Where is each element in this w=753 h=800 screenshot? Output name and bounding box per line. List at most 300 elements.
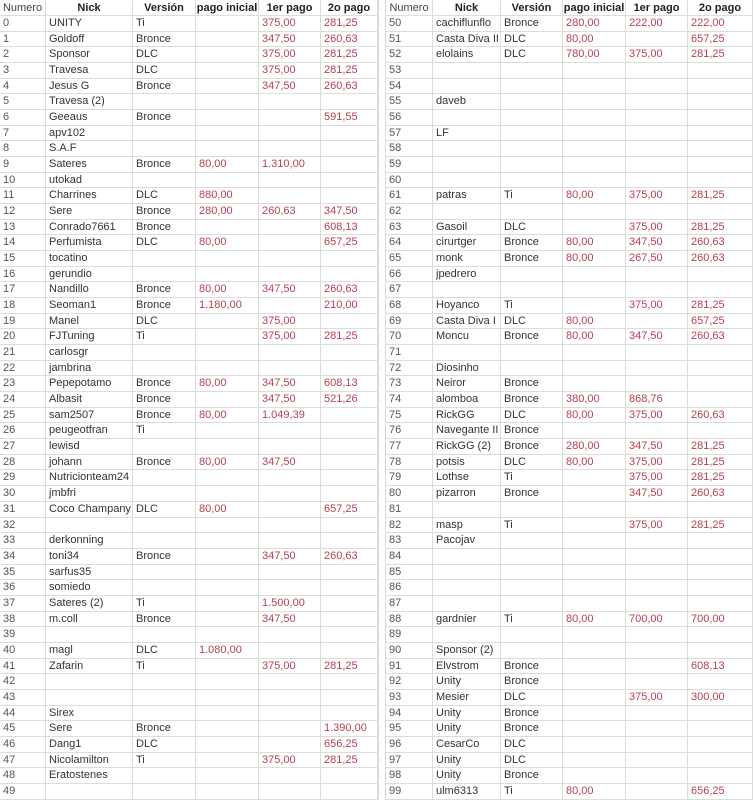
- cell-pago-inicial[interactable]: 80,00: [196, 376, 259, 392]
- cell-1er-pago[interactable]: [259, 486, 321, 502]
- cell-2o-pago[interactable]: 260,63: [321, 32, 378, 48]
- cell-pago-inicial[interactable]: [563, 596, 626, 612]
- cell-version[interactable]: DLC: [501, 47, 563, 63]
- cell-version[interactable]: Ti: [501, 784, 563, 800]
- cell-1er-pago[interactable]: 375,00: [259, 329, 321, 345]
- cell-version[interactable]: [501, 63, 563, 79]
- cell-2o-pago[interactable]: [688, 94, 753, 110]
- cell-pago-inicial[interactable]: 280,00: [196, 204, 259, 220]
- cell-2o-pago[interactable]: [321, 141, 378, 157]
- cell-nick[interactable]: [433, 204, 501, 220]
- cell-pago-inicial[interactable]: [196, 737, 259, 753]
- cell-nick[interactable]: Gasoil: [433, 220, 501, 236]
- cell-nick[interactable]: Goldoff: [46, 32, 133, 48]
- cell-pago-inicial[interactable]: [563, 376, 626, 392]
- cell-pago-inicial[interactable]: [196, 768, 259, 784]
- cell-version[interactable]: [501, 533, 563, 549]
- cell-2o-pago[interactable]: [688, 376, 753, 392]
- cell-nick[interactable]: Nandillo: [46, 282, 133, 298]
- cell-1er-pago[interactable]: 347,50: [259, 282, 321, 298]
- cell-nick[interactable]: derkonning: [46, 533, 133, 549]
- cell-1er-pago[interactable]: [626, 674, 688, 690]
- cell-pago-inicial[interactable]: [196, 94, 259, 110]
- cell-numero[interactable]: 63: [386, 220, 433, 236]
- cell-nick[interactable]: [433, 565, 501, 581]
- cell-1er-pago[interactable]: 347,50: [259, 392, 321, 408]
- cell-1er-pago[interactable]: [259, 627, 321, 643]
- cell-pago-inicial[interactable]: 80,00: [196, 455, 259, 471]
- cell-version[interactable]: Bronce: [133, 408, 196, 424]
- cell-nick[interactable]: [46, 518, 133, 534]
- cell-numero[interactable]: 68: [386, 298, 433, 314]
- cell-version[interactable]: [501, 502, 563, 518]
- cell-numero[interactable]: 93: [386, 690, 433, 706]
- cell-2o-pago[interactable]: [321, 126, 378, 142]
- cell-version[interactable]: [501, 643, 563, 659]
- cell-2o-pago[interactable]: 260,63: [688, 329, 753, 345]
- cell-pago-inicial[interactable]: [196, 173, 259, 189]
- cell-2o-pago[interactable]: 281,25: [688, 470, 753, 486]
- cell-1er-pago[interactable]: 1.500,00: [259, 596, 321, 612]
- cell-nick[interactable]: lewisd: [46, 439, 133, 455]
- cell-nick[interactable]: Charrines: [46, 188, 133, 204]
- cell-version[interactable]: DLC: [501, 690, 563, 706]
- cell-1er-pago[interactable]: [626, 659, 688, 675]
- cell-pago-inicial[interactable]: [563, 549, 626, 565]
- cell-nick[interactable]: monk: [433, 251, 501, 267]
- cell-2o-pago[interactable]: [321, 627, 378, 643]
- cell-1er-pago[interactable]: [259, 565, 321, 581]
- cell-1er-pago[interactable]: [626, 768, 688, 784]
- cell-nick[interactable]: Diosinho: [433, 361, 501, 377]
- cell-1er-pago[interactable]: [259, 706, 321, 722]
- cell-1er-pago[interactable]: [626, 502, 688, 518]
- cell-numero[interactable]: 75: [386, 408, 433, 424]
- cell-2o-pago[interactable]: [321, 251, 378, 267]
- cell-nick[interactable]: Dang1: [46, 737, 133, 753]
- cell-nick[interactable]: Unity: [433, 674, 501, 690]
- cell-version[interactable]: Bronce: [133, 392, 196, 408]
- cell-numero[interactable]: 92: [386, 674, 433, 690]
- cell-pago-inicial[interactable]: [196, 267, 259, 283]
- cell-pago-inicial[interactable]: [563, 141, 626, 157]
- cell-2o-pago[interactable]: [688, 706, 753, 722]
- cell-version[interactable]: Bronce: [501, 674, 563, 690]
- cell-2o-pago[interactable]: [688, 674, 753, 690]
- cell-numero[interactable]: 34: [0, 549, 46, 565]
- cell-numero[interactable]: 16: [0, 267, 46, 283]
- cell-version[interactable]: [133, 173, 196, 189]
- cell-1er-pago[interactable]: 375,00: [626, 470, 688, 486]
- cell-1er-pago[interactable]: [626, 565, 688, 581]
- cell-numero[interactable]: 44: [0, 706, 46, 722]
- cell-numero[interactable]: 0: [0, 16, 46, 32]
- cell-pago-inicial[interactable]: 880,00: [196, 188, 259, 204]
- cell-pago-inicial[interactable]: [196, 361, 259, 377]
- cell-numero[interactable]: 71: [386, 345, 433, 361]
- cell-1er-pago[interactable]: 375,00: [626, 518, 688, 534]
- cell-version[interactable]: Bronce: [133, 282, 196, 298]
- cell-pago-inicial[interactable]: 1.180,00: [196, 298, 259, 314]
- cell-2o-pago[interactable]: 656,25: [688, 784, 753, 800]
- cell-version[interactable]: [501, 79, 563, 95]
- cell-1er-pago[interactable]: [626, 141, 688, 157]
- cell-1er-pago[interactable]: [626, 157, 688, 173]
- cell-numero[interactable]: 23: [0, 376, 46, 392]
- cell-pago-inicial[interactable]: 80,00: [563, 784, 626, 800]
- cell-numero[interactable]: 78: [386, 455, 433, 471]
- cell-version[interactable]: [501, 627, 563, 643]
- cell-pago-inicial[interactable]: [563, 63, 626, 79]
- cell-numero[interactable]: 56: [386, 110, 433, 126]
- cell-version[interactable]: Bronce: [501, 768, 563, 784]
- cell-nick[interactable]: Nutricionteam24: [46, 470, 133, 486]
- cell-2o-pago[interactable]: 657,25: [688, 314, 753, 330]
- cell-2o-pago[interactable]: [688, 282, 753, 298]
- cell-nick[interactable]: tocatino: [46, 251, 133, 267]
- cell-nick[interactable]: elolains: [433, 47, 501, 63]
- cell-nick[interactable]: toni34: [46, 549, 133, 565]
- cell-nick[interactable]: Jesus G: [46, 79, 133, 95]
- cell-nick[interactable]: gerundio: [46, 267, 133, 283]
- cell-numero[interactable]: 24: [0, 392, 46, 408]
- cell-2o-pago[interactable]: [688, 737, 753, 753]
- cell-numero[interactable]: 25: [0, 408, 46, 424]
- cell-version[interactable]: [133, 674, 196, 690]
- cell-1er-pago[interactable]: [626, 314, 688, 330]
- cell-1er-pago[interactable]: [259, 141, 321, 157]
- cell-version[interactable]: Bronce: [501, 423, 563, 439]
- cell-2o-pago[interactable]: [321, 439, 378, 455]
- cell-2o-pago[interactable]: [321, 94, 378, 110]
- cell-2o-pago[interactable]: [688, 157, 753, 173]
- cell-2o-pago[interactable]: [321, 533, 378, 549]
- cell-2o-pago[interactable]: [688, 580, 753, 596]
- cell-2o-pago[interactable]: 608,13: [321, 220, 378, 236]
- cell-pago-inicial[interactable]: [563, 486, 626, 502]
- cell-nick[interactable]: m.coll: [46, 612, 133, 628]
- cell-pago-inicial[interactable]: 780,00: [563, 47, 626, 63]
- cell-numero[interactable]: 54: [386, 79, 433, 95]
- cell-nick[interactable]: S.A.F: [46, 141, 133, 157]
- cell-version[interactable]: [133, 345, 196, 361]
- cell-version[interactable]: DLC: [501, 753, 563, 769]
- cell-version[interactable]: Ti: [133, 16, 196, 32]
- cell-1er-pago[interactable]: [626, 361, 688, 377]
- cell-1er-pago[interactable]: [259, 737, 321, 753]
- cell-nick[interactable]: [433, 502, 501, 518]
- cell-version[interactable]: [501, 267, 563, 283]
- cell-nick[interactable]: jmbfri: [46, 486, 133, 502]
- cell-numero[interactable]: 69: [386, 314, 433, 330]
- cell-numero[interactable]: 47: [0, 753, 46, 769]
- cell-pago-inicial[interactable]: 1.080,00: [196, 643, 259, 659]
- cell-numero[interactable]: 17: [0, 282, 46, 298]
- cell-version[interactable]: Bronce: [501, 251, 563, 267]
- cell-version[interactable]: Bronce: [501, 486, 563, 502]
- cell-numero[interactable]: 8: [0, 141, 46, 157]
- cell-nick[interactable]: patras: [433, 188, 501, 204]
- cell-1er-pago[interactable]: [626, 596, 688, 612]
- cell-nick[interactable]: Mesier: [433, 690, 501, 706]
- cell-pago-inicial[interactable]: 80,00: [563, 314, 626, 330]
- header-numero[interactable]: Numero: [0, 0, 46, 16]
- cell-2o-pago[interactable]: 281,25: [321, 47, 378, 63]
- cell-pago-inicial[interactable]: [563, 220, 626, 236]
- cell-2o-pago[interactable]: [688, 627, 753, 643]
- cell-numero[interactable]: 9: [0, 157, 46, 173]
- cell-nick[interactable]: [433, 580, 501, 596]
- cell-pago-inicial[interactable]: [196, 721, 259, 737]
- cell-nick[interactable]: Elvstrom: [433, 659, 501, 675]
- cell-pago-inicial[interactable]: [563, 79, 626, 95]
- cell-pago-inicial[interactable]: [196, 251, 259, 267]
- cell-version[interactable]: [133, 580, 196, 596]
- cell-nick[interactable]: RickGG: [433, 408, 501, 424]
- cell-version[interactable]: Ti: [501, 612, 563, 628]
- cell-pago-inicial[interactable]: [563, 298, 626, 314]
- cell-pago-inicial[interactable]: 80,00: [196, 282, 259, 298]
- cell-nick[interactable]: Travesa (2): [46, 94, 133, 110]
- cell-nick[interactable]: Nicolamilton: [46, 753, 133, 769]
- cell-pago-inicial[interactable]: [563, 361, 626, 377]
- cell-pago-inicial[interactable]: 80,00: [563, 455, 626, 471]
- cell-numero[interactable]: 42: [0, 674, 46, 690]
- cell-numero[interactable]: 14: [0, 235, 46, 251]
- cell-nick[interactable]: ulm6313: [433, 784, 501, 800]
- cell-numero[interactable]: 67: [386, 282, 433, 298]
- cell-pago-inicial[interactable]: [196, 314, 259, 330]
- cell-1er-pago[interactable]: [259, 690, 321, 706]
- cell-pago-inicial[interactable]: [196, 470, 259, 486]
- cell-1er-pago[interactable]: [626, 533, 688, 549]
- cell-1er-pago[interactable]: [626, 32, 688, 48]
- cell-2o-pago[interactable]: [688, 549, 753, 565]
- cell-version[interactable]: [501, 173, 563, 189]
- cell-2o-pago[interactable]: 260,63: [688, 251, 753, 267]
- cell-nick[interactable]: Unity: [433, 706, 501, 722]
- cell-1er-pago[interactable]: [626, 423, 688, 439]
- header-1er-pago[interactable]: 1er pago: [259, 0, 321, 16]
- cell-numero[interactable]: 15: [0, 251, 46, 267]
- cell-numero[interactable]: 48: [0, 768, 46, 784]
- cell-1er-pago[interactable]: 375,00: [626, 220, 688, 236]
- cell-pago-inicial[interactable]: [563, 674, 626, 690]
- cell-2o-pago[interactable]: [321, 188, 378, 204]
- cell-2o-pago[interactable]: 281,25: [321, 63, 378, 79]
- cell-numero[interactable]: 2: [0, 47, 46, 63]
- cell-pago-inicial[interactable]: [196, 627, 259, 643]
- cell-pago-inicial[interactable]: [563, 267, 626, 283]
- cell-version[interactable]: DLC: [133, 502, 196, 518]
- cell-1er-pago[interactable]: [259, 126, 321, 142]
- cell-version[interactable]: Bronce: [133, 32, 196, 48]
- cell-1er-pago[interactable]: [259, 267, 321, 283]
- cell-2o-pago[interactable]: 260,63: [321, 282, 378, 298]
- cell-nick[interactable]: potsis: [433, 455, 501, 471]
- cell-1er-pago[interactable]: [259, 721, 321, 737]
- cell-pago-inicial[interactable]: [196, 423, 259, 439]
- cell-numero[interactable]: 83: [386, 533, 433, 549]
- cell-nick[interactable]: Perfumista: [46, 235, 133, 251]
- cell-nick[interactable]: Sere: [46, 204, 133, 220]
- cell-2o-pago[interactable]: [688, 392, 753, 408]
- cell-numero[interactable]: 85: [386, 565, 433, 581]
- cell-version[interactable]: DLC: [133, 314, 196, 330]
- cell-pago-inicial[interactable]: [563, 110, 626, 126]
- cell-1er-pago[interactable]: 375,00: [626, 47, 688, 63]
- cell-nick[interactable]: [433, 549, 501, 565]
- cell-version[interactable]: [133, 518, 196, 534]
- cell-numero[interactable]: 43: [0, 690, 46, 706]
- cell-numero[interactable]: 76: [386, 423, 433, 439]
- cell-2o-pago[interactable]: 281,25: [321, 753, 378, 769]
- cell-2o-pago[interactable]: 608,13: [688, 659, 753, 675]
- cell-pago-inicial[interactable]: [563, 659, 626, 675]
- cell-2o-pago[interactable]: [688, 361, 753, 377]
- cell-pago-inicial[interactable]: [563, 533, 626, 549]
- cell-version[interactable]: DLC: [501, 737, 563, 753]
- cell-pago-inicial[interactable]: [563, 643, 626, 659]
- cell-1er-pago[interactable]: [259, 110, 321, 126]
- cell-pago-inicial[interactable]: 80,00: [563, 612, 626, 628]
- cell-numero[interactable]: 77: [386, 439, 433, 455]
- cell-numero[interactable]: 50: [386, 16, 433, 32]
- cell-nick[interactable]: LF: [433, 126, 501, 142]
- cell-version[interactable]: DLC: [133, 235, 196, 251]
- cell-version[interactable]: Bronce: [501, 235, 563, 251]
- cell-nick[interactable]: sarfus35: [46, 565, 133, 581]
- cell-nick[interactable]: Sateres: [46, 157, 133, 173]
- cell-2o-pago[interactable]: 260,63: [321, 79, 378, 95]
- cell-version[interactable]: Bronce: [133, 376, 196, 392]
- cell-version[interactable]: [501, 141, 563, 157]
- cell-2o-pago[interactable]: 260,63: [688, 235, 753, 251]
- cell-2o-pago[interactable]: 608,13: [321, 376, 378, 392]
- cell-nick[interactable]: Geeaus: [46, 110, 133, 126]
- cell-numero[interactable]: 45: [0, 721, 46, 737]
- cell-2o-pago[interactable]: [321, 486, 378, 502]
- cell-pago-inicial[interactable]: [196, 565, 259, 581]
- cell-numero[interactable]: 64: [386, 235, 433, 251]
- cell-2o-pago[interactable]: [688, 565, 753, 581]
- header-2o-pago[interactable]: 2o pago: [321, 0, 378, 16]
- cell-1er-pago[interactable]: [259, 768, 321, 784]
- cell-pago-inicial[interactable]: [196, 753, 259, 769]
- cell-nick[interactable]: peugeotfran: [46, 423, 133, 439]
- cell-2o-pago[interactable]: [321, 565, 378, 581]
- cell-numero[interactable]: 1: [0, 32, 46, 48]
- cell-nick[interactable]: FJTuning: [46, 329, 133, 345]
- cell-pago-inicial[interactable]: [563, 690, 626, 706]
- cell-version[interactable]: Ti: [501, 188, 563, 204]
- cell-1er-pago[interactable]: [259, 518, 321, 534]
- cell-pago-inicial[interactable]: 380,00: [563, 392, 626, 408]
- cell-numero[interactable]: 19: [0, 314, 46, 330]
- cell-1er-pago[interactable]: 267,50: [626, 251, 688, 267]
- cell-nick[interactable]: [433, 627, 501, 643]
- cell-version[interactable]: Bronce: [501, 392, 563, 408]
- cell-1er-pago[interactable]: [626, 345, 688, 361]
- cell-2o-pago[interactable]: 281,25: [321, 16, 378, 32]
- cell-1er-pago[interactable]: [259, 188, 321, 204]
- cell-2o-pago[interactable]: [688, 345, 753, 361]
- cell-version[interactable]: [133, 768, 196, 784]
- cell-pago-inicial[interactable]: [196, 533, 259, 549]
- cell-1er-pago[interactable]: [626, 126, 688, 142]
- cell-2o-pago[interactable]: [321, 784, 378, 800]
- cell-pago-inicial[interactable]: 80,00: [196, 157, 259, 173]
- cell-pago-inicial[interactable]: [196, 674, 259, 690]
- cell-nick[interactable]: pizarron: [433, 486, 501, 502]
- cell-1er-pago[interactable]: [259, 251, 321, 267]
- cell-pago-inicial[interactable]: [563, 126, 626, 142]
- cell-pago-inicial[interactable]: [563, 706, 626, 722]
- cell-2o-pago[interactable]: 281,25: [688, 188, 753, 204]
- cell-version[interactable]: [501, 204, 563, 220]
- cell-version[interactable]: DLC: [501, 408, 563, 424]
- cell-2o-pago[interactable]: [688, 79, 753, 95]
- cell-pago-inicial[interactable]: 80,00: [563, 188, 626, 204]
- cell-nick[interactable]: CesarCo: [433, 737, 501, 753]
- cell-1er-pago[interactable]: [626, 549, 688, 565]
- cell-version[interactable]: Bronce: [133, 721, 196, 737]
- cell-version[interactable]: [501, 361, 563, 377]
- cell-2o-pago[interactable]: 260,63: [688, 408, 753, 424]
- cell-numero[interactable]: 86: [386, 580, 433, 596]
- cell-version[interactable]: [501, 345, 563, 361]
- cell-version[interactable]: Ti: [501, 298, 563, 314]
- cell-version[interactable]: DLC: [501, 220, 563, 236]
- cell-numero[interactable]: 12: [0, 204, 46, 220]
- cell-pago-inicial[interactable]: [563, 157, 626, 173]
- cell-2o-pago[interactable]: 591,55: [321, 110, 378, 126]
- cell-nick[interactable]: [46, 627, 133, 643]
- cell-2o-pago[interactable]: 347,50: [321, 204, 378, 220]
- cell-nick[interactable]: [433, 345, 501, 361]
- cell-1er-pago[interactable]: 260,63: [259, 204, 321, 220]
- cell-1er-pago[interactable]: [626, 376, 688, 392]
- cell-2o-pago[interactable]: 260,63: [688, 486, 753, 502]
- cell-numero[interactable]: 74: [386, 392, 433, 408]
- cell-numero[interactable]: 90: [386, 643, 433, 659]
- cell-1er-pago[interactable]: [259, 643, 321, 659]
- cell-1er-pago[interactable]: 347,50: [259, 32, 321, 48]
- header-nick[interactable]: Nick: [433, 0, 501, 16]
- cell-pago-inicial[interactable]: 80,00: [196, 235, 259, 251]
- cell-pago-inicial[interactable]: [196, 549, 259, 565]
- cell-version[interactable]: Bronce: [501, 721, 563, 737]
- cell-1er-pago[interactable]: 347,50: [626, 235, 688, 251]
- cell-pago-inicial[interactable]: [563, 627, 626, 643]
- cell-nick[interactable]: Pepepotamo: [46, 376, 133, 392]
- cell-numero[interactable]: 82: [386, 518, 433, 534]
- cell-numero[interactable]: 65: [386, 251, 433, 267]
- cell-1er-pago[interactable]: 347,50: [259, 549, 321, 565]
- cell-pago-inicial[interactable]: 80,00: [563, 32, 626, 48]
- cell-2o-pago[interactable]: [321, 267, 378, 283]
- cell-version[interactable]: Bronce: [133, 110, 196, 126]
- cell-version[interactable]: [501, 580, 563, 596]
- header-nick[interactable]: Nick: [46, 0, 133, 16]
- cell-version[interactable]: [133, 706, 196, 722]
- cell-pago-inicial[interactable]: [196, 79, 259, 95]
- cell-nick[interactable]: Casta Diva I: [433, 314, 501, 330]
- cell-nick[interactable]: [433, 63, 501, 79]
- cell-1er-pago[interactable]: [626, 784, 688, 800]
- cell-2o-pago[interactable]: 521,26: [321, 392, 378, 408]
- cell-2o-pago[interactable]: [688, 643, 753, 659]
